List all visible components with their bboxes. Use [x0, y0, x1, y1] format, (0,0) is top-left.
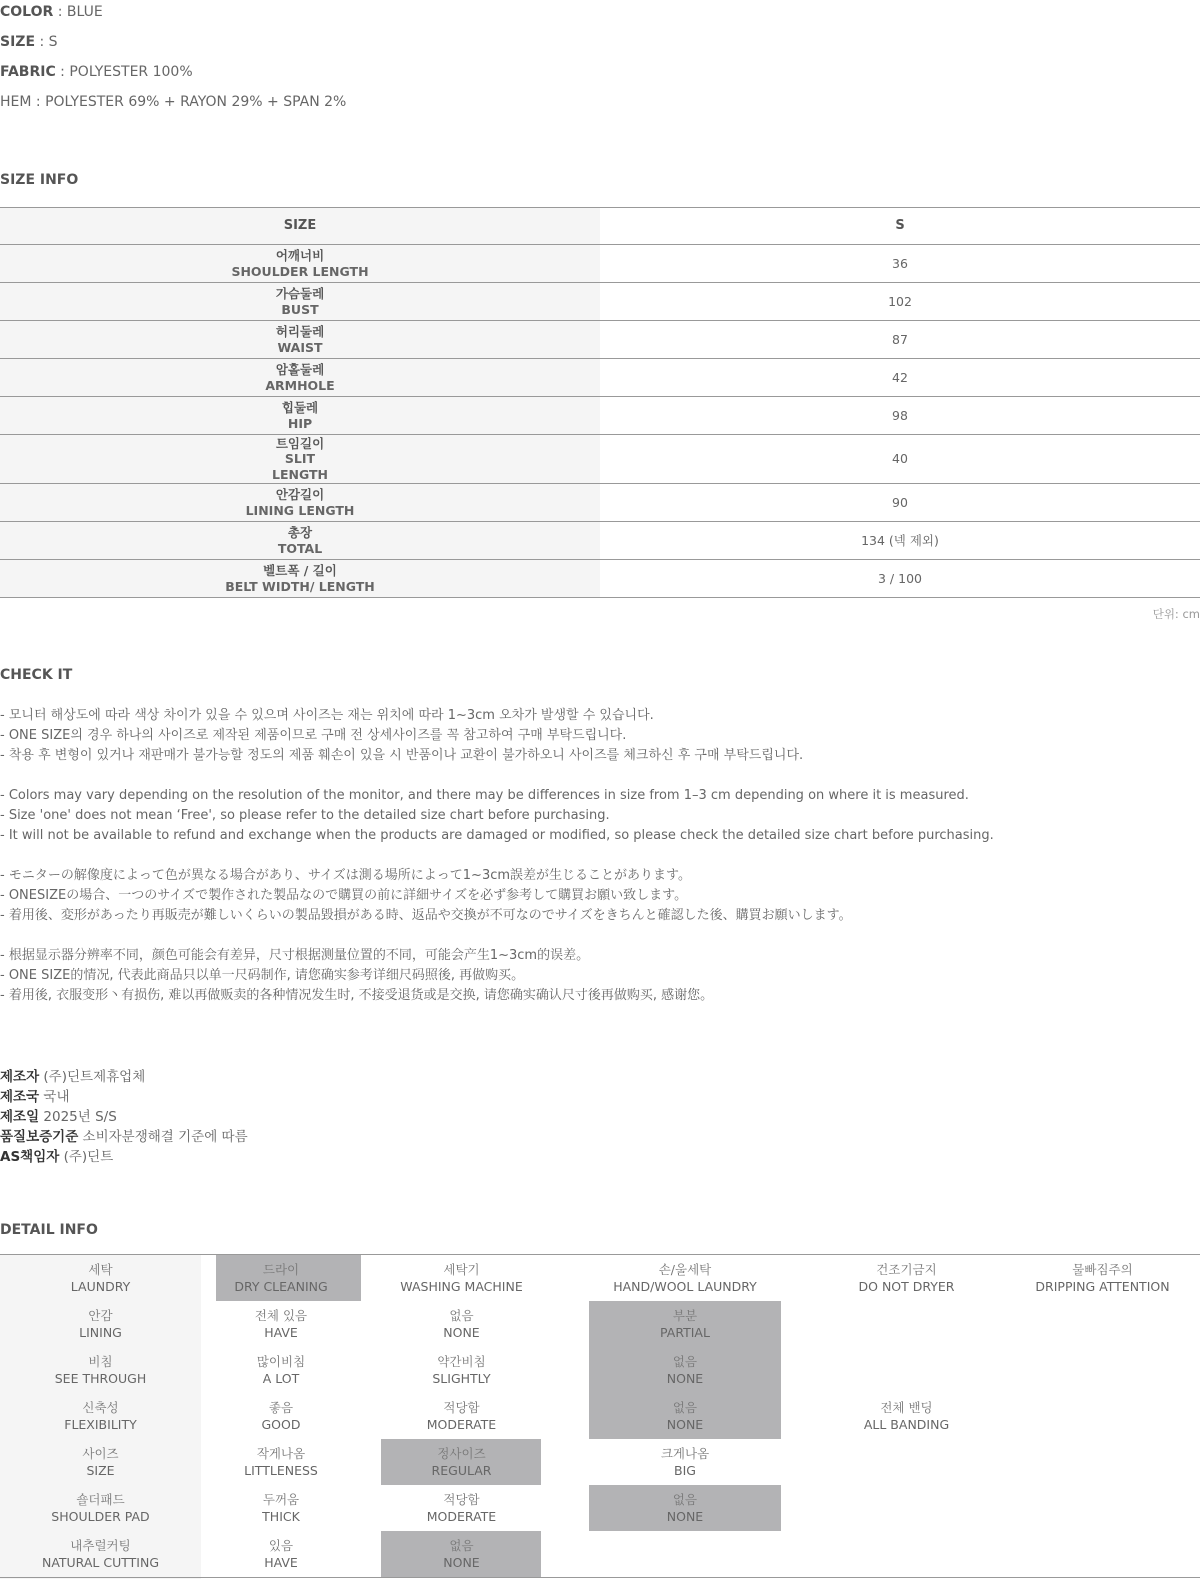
detail-column	[1005, 1255, 1200, 1579]
detail-label-kr: 없음	[449, 1538, 474, 1553]
detail-label-en: HAVE	[264, 1555, 298, 1570]
detail-label-en: MODERATE	[426, 1417, 497, 1432]
detail-cell	[361, 1255, 562, 1301]
table-row	[0, 359, 1200, 397]
table-row	[0, 484, 1200, 522]
detail-label-kr: 없음	[672, 1400, 698, 1415]
maker-info	[0, 1067, 248, 1167]
maker-row	[0, 1147, 248, 1167]
detail-cell	[562, 1393, 808, 1439]
detail-column	[201, 1255, 361, 1579]
detail-row-label	[0, 1485, 201, 1531]
table-row	[0, 397, 1200, 435]
label-kr: 안감길이	[275, 487, 325, 502]
detail-label-kr: 물빠짐주의	[1072, 1262, 1133, 1277]
label-kr: 암홀둘레	[275, 362, 325, 377]
detail-cell	[201, 1439, 361, 1485]
detail-label-kr: 신축성	[82, 1400, 119, 1415]
detail-column	[562, 1255, 808, 1579]
size-row-value: 98	[600, 397, 1200, 435]
label-kr: 벨트폭 / 길이	[263, 563, 337, 578]
check-it-title: CHECK IT	[0, 667, 73, 683]
detail-label-en: REGULAR	[431, 1463, 492, 1478]
size-row-label	[0, 435, 600, 484]
maker-value: (주)딘트제휴업체	[39, 1069, 146, 1085]
size-row-label	[0, 522, 600, 560]
spec-fabric	[0, 64, 193, 80]
detail-cell	[361, 1347, 562, 1393]
detail-label-kr: 많이비침	[256, 1354, 306, 1369]
size-row-label	[0, 321, 600, 359]
divider	[0, 1577, 1200, 1578]
detail-cell	[361, 1393, 562, 1439]
detail-cell	[808, 1393, 1005, 1439]
detail-cell	[562, 1347, 808, 1393]
check-line: - 着用後, 衣服变形丶有损伤, 难以再做贩卖的各种情况发生时, 不接受退货或是交换, 请您确实确认尺寸後再做购买, 感谢您。	[0, 988, 714, 1003]
detail-label-kr: 손/울세탁	[658, 1262, 712, 1277]
detail-info-title: DETAIL INFO	[0, 1222, 98, 1238]
size-row-value: 3 / 100	[600, 560, 1200, 598]
detail-label-en: LITTLENESS	[244, 1463, 318, 1478]
detail-label-kr: 약간비침	[437, 1354, 486, 1369]
detail-cell	[361, 1531, 562, 1577]
check-line: - 착용 후 변형이 있거나 재판매가 불가능할 정도의 제품 훼손이 있을 시 반품이나 교환이 불가하오니 사이즈를 체크하신 후 구매 부탁드립니다.	[0, 748, 804, 763]
detail-label-en: NONE	[666, 1417, 704, 1432]
detail-column	[361, 1255, 562, 1579]
detail-label-en: LINING	[79, 1325, 122, 1340]
detail-label-kr: 부분	[672, 1308, 698, 1323]
size-row-value: 90	[600, 484, 1200, 522]
size-header-label: SIZE	[0, 208, 600, 245]
detail-label-en: DO NOT DRYER	[858, 1279, 955, 1294]
detail-cell	[201, 1347, 361, 1393]
label-kr: 허리둘레	[275, 324, 325, 339]
maker-value: (주)딘트	[59, 1149, 114, 1165]
size-row-label	[0, 283, 600, 321]
detail-label-en: BIG	[674, 1463, 696, 1478]
detail-row-label	[0, 1301, 201, 1347]
table-row	[0, 560, 1200, 598]
detail-cell	[361, 1485, 562, 1531]
detail-label-kr: 적당함	[443, 1400, 480, 1415]
check-line: - 모니터 해상도에 따라 색상 차이가 있을 수 있으며 사이즈는 재는 위치에 따라 1~3cm 오차가 발생할 수 있습니다.	[0, 708, 654, 723]
detail-label-en: WASHING MACHINE	[400, 1279, 523, 1294]
detail-label-kr: 크게나옴	[660, 1446, 710, 1461]
detail-row-label	[0, 1531, 201, 1577]
detail-label-kr: 내추럴커팅	[70, 1538, 131, 1553]
detail-label-kr: 숄더패드	[76, 1492, 125, 1507]
detail-label-en: SEE THROUGH	[54, 1371, 147, 1386]
detail-label-en: SLIGHTLY	[432, 1371, 491, 1386]
spec-key: SIZE	[0, 34, 36, 50]
detail-cell	[562, 1255, 808, 1301]
detail-cell	[201, 1255, 361, 1301]
size-row-value: 87	[600, 321, 1200, 359]
check-line: - It will not be available to refund and exchange when the products are damaged or modified, so please check the detailed size chart before purchasing.	[0, 828, 994, 843]
spec-color	[0, 4, 103, 20]
detail-info-grid	[0, 1254, 1200, 1580]
label-kr: 총장	[287, 525, 313, 540]
detail-column	[0, 1255, 201, 1579]
detail-cell	[361, 1439, 562, 1485]
detail-label-kr: 드라이	[262, 1262, 300, 1277]
detail-row-label	[0, 1393, 201, 1439]
size-table-header	[0, 208, 1200, 245]
detail-label-en: HAVE	[264, 1325, 298, 1340]
label-en: HIP	[287, 415, 313, 431]
size-row-value: 40	[600, 435, 1200, 484]
label-en: ARMHOLE	[265, 377, 335, 393]
check-line: - ONE SIZE的情况, 代表此商品只以单一尺码制作, 请您确实参考详细尺码照後, 再做购买。	[0, 968, 525, 983]
check-line: - 着用後、変形があったり再販売が難しいくらいの製品毀損がある時、返品や交換が不可なのでサイズをきちんと確認した後、購買お願いします。	[0, 908, 852, 923]
spec-size	[0, 34, 58, 50]
detail-label-kr: 정사이즈	[437, 1446, 486, 1461]
detail-cell	[1005, 1255, 1200, 1301]
detail-label-kr: 적당함	[443, 1492, 480, 1507]
spec-value: : BLUE	[53, 4, 103, 20]
maker-row	[0, 1067, 248, 1087]
detail-label-en: LAUNDRY	[70, 1279, 131, 1294]
detail-label-en: NONE	[666, 1371, 704, 1386]
detail-cell	[562, 1485, 808, 1531]
detail-cell	[562, 1301, 808, 1347]
table-row	[0, 321, 1200, 359]
check-line: - ONESIZEの場合、一つのサイズで製作された製品なので購買の前に詳細サイズを必ず参考して購買お願い致します。	[0, 888, 688, 903]
detail-cell	[201, 1531, 361, 1577]
detail-cell	[562, 1439, 808, 1485]
detail-label-en: SIZE	[86, 1463, 115, 1478]
detail-label-kr: 건조기금지	[876, 1262, 937, 1277]
detail-label-en: MODERATE	[426, 1509, 497, 1524]
check-line: - 根据显示器分辨率不同，颜色可能会有差异，尺寸根据测量位置的不同，可能会产生1~3cm的误差。	[0, 948, 590, 963]
spec-key: COLOR	[0, 4, 54, 20]
unit-label: 단위: cm	[1152, 607, 1200, 621]
label-en: LINING LENGTH	[245, 502, 355, 518]
size-row-label	[0, 484, 600, 522]
size-row-value: 134 (넥 제외)	[600, 522, 1200, 560]
size-row-label	[0, 359, 600, 397]
size-row-value: 42	[600, 359, 1200, 397]
spec-key: FABRIC	[0, 64, 56, 80]
detail-label-en: DRIPPING ATTENTION	[1035, 1279, 1170, 1294]
detail-label-kr: 세탁	[88, 1262, 113, 1277]
detail-cell	[201, 1485, 361, 1531]
detail-row-label	[0, 1255, 201, 1301]
label-en: SHOULDER LENGTH	[231, 263, 369, 279]
spec-value: HEM : POLYESTER 69% + RAYON 29% + SPAN 2%	[0, 94, 347, 110]
detail-label-en: HAND/WOOL LAUNDRY	[613, 1279, 757, 1294]
size-row-value: 36	[600, 245, 1200, 283]
maker-value: 소비자분쟁해결 기준에 따름	[78, 1129, 248, 1145]
detail-label-kr: 있음	[268, 1538, 294, 1553]
size-row-label	[0, 560, 600, 598]
detail-label-en: FLEXIBILITY	[64, 1417, 137, 1432]
maker-key: AS책임자	[0, 1149, 60, 1165]
size-row-label	[0, 397, 600, 435]
detail-label-kr: 없음	[672, 1492, 698, 1507]
label-en: SLIT LENGTH	[272, 451, 328, 482]
detail-cell	[808, 1255, 1005, 1301]
detail-label-kr: 전체 있음	[254, 1308, 308, 1323]
detail-label-kr: 전체 밴딩	[880, 1400, 933, 1415]
detail-label-kr: 세탁기	[443, 1262, 480, 1277]
size-info-title: SIZE INFO	[0, 172, 79, 188]
detail-row-label	[0, 1347, 201, 1393]
detail-label-en: NONE	[443, 1555, 480, 1570]
size-row-label	[0, 245, 600, 283]
check-line: - Size 'one' does not mean ‘Free', so please refer to the detailed size chart before purchasing.	[0, 808, 610, 823]
detail-label-en: NONE	[666, 1509, 704, 1524]
detail-label-en: THICK	[262, 1509, 300, 1524]
table-row	[0, 435, 1200, 484]
size-row-value: 102	[600, 283, 1200, 321]
label-en: WAIST	[277, 339, 323, 355]
detail-label-en: SHOULDER PAD	[51, 1509, 150, 1524]
maker-key: 품질보증기준	[0, 1129, 79, 1145]
maker-key: 제조국	[0, 1089, 40, 1105]
detail-cell	[361, 1301, 562, 1347]
detail-cell	[201, 1301, 361, 1347]
size-header-value: S	[600, 208, 1200, 245]
size-table	[0, 207, 1200, 598]
spec-hem	[0, 94, 346, 110]
detail-label-en: GOOD	[261, 1417, 301, 1432]
detail-label-en: NONE	[443, 1325, 480, 1340]
maker-row	[0, 1107, 248, 1127]
detail-column	[808, 1255, 1005, 1579]
check-line: - Colors may vary depending on the resolution of the monitor, and there may be differences in size from 1–3 cm depending on where it is measured.	[0, 788, 969, 803]
detail-label-en: DRY CLEANING	[234, 1279, 328, 1294]
check-line: - ONE SIZE의 경우 하나의 사이즈로 제작된 제품이므로 구매 전 상세사이즈를 꼭 참고하여 구매 부탁드립니다.	[0, 728, 627, 743]
table-row	[0, 245, 1200, 283]
detail-label-en: NATURAL CUTTING	[41, 1555, 160, 1570]
detail-label-kr: 두꺼움	[262, 1492, 300, 1507]
label-en: TOTAL	[277, 540, 323, 556]
detail-label-kr: 좋음	[268, 1400, 294, 1415]
maker-row	[0, 1127, 248, 1147]
detail-label-kr: 없음	[672, 1354, 698, 1369]
detail-label-kr: 없음	[449, 1308, 474, 1323]
detail-label-en: A LOT	[262, 1371, 300, 1386]
table-row	[0, 283, 1200, 321]
maker-row	[0, 1087, 248, 1107]
detail-label-kr: 비침	[88, 1354, 113, 1369]
detail-cell	[201, 1393, 361, 1439]
label-kr: 어깨너비	[275, 248, 325, 263]
detail-row-label	[0, 1439, 201, 1485]
maker-key: 제조일	[0, 1109, 40, 1125]
spec-value: : S	[35, 34, 58, 50]
detail-label-kr: 작게나옴	[256, 1446, 306, 1461]
label-en: BELT WIDTH/ LENGTH	[225, 578, 375, 594]
label-kr: 힙둘레	[281, 400, 319, 415]
detail-label-kr: 안감	[88, 1308, 113, 1323]
detail-label-en: ALL BANDING	[863, 1417, 950, 1432]
detail-label-kr: 사이즈	[82, 1446, 119, 1461]
table-row	[0, 522, 1200, 560]
check-line: - モニターの解像度によって色が異なる場合があり、サイズは測る場所によって1~3cm誤差が生じることがあります。	[0, 868, 691, 883]
spec-value: : POLYESTER 100%	[55, 64, 193, 80]
maker-value: 2025년 S/S	[39, 1109, 117, 1125]
maker-key: 제조자	[0, 1069, 40, 1085]
label-kr: 가슴둘레	[275, 286, 325, 301]
label-kr: 트임길이	[275, 435, 325, 451]
maker-value: 국내	[39, 1089, 70, 1105]
detail-label-en: PARTIAL	[660, 1325, 710, 1340]
label-en: BUST	[281, 301, 319, 317]
